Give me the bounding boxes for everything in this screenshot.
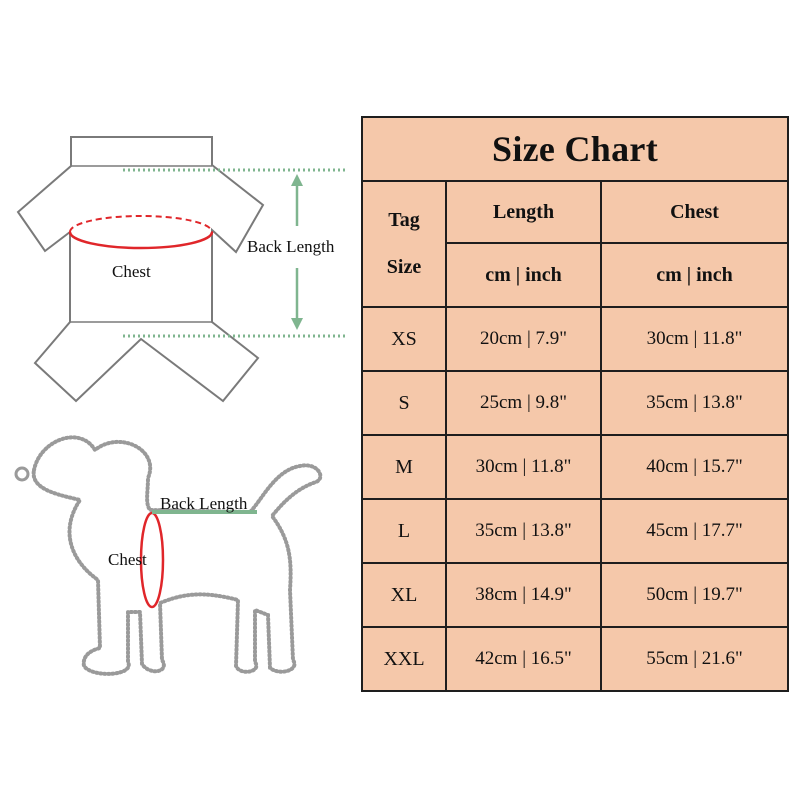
shirt-chest-label: Chest bbox=[112, 262, 151, 281]
length-cell: 38cm | 14.9" bbox=[446, 563, 601, 627]
chest-units-header: cm | inch bbox=[601, 243, 788, 307]
size-chart-title: Size Chart bbox=[362, 117, 788, 181]
length-cell: 42cm | 16.5" bbox=[446, 627, 601, 691]
size-chart-table bbox=[361, 116, 789, 692]
dog-illustration bbox=[16, 437, 320, 674]
size-cell: S bbox=[362, 371, 446, 435]
chest-cell: 55cm | 21.6" bbox=[601, 627, 788, 691]
table-row bbox=[362, 371, 788, 435]
title-row bbox=[362, 117, 788, 181]
tag-size-header bbox=[362, 181, 446, 307]
header-row bbox=[362, 181, 788, 243]
dog-nose-icon bbox=[16, 468, 28, 480]
table-row bbox=[362, 435, 788, 499]
chest-cell: 45cm | 17.7" bbox=[601, 499, 788, 563]
table-row bbox=[362, 499, 788, 563]
length-units-header: cm | inch bbox=[446, 243, 601, 307]
tag-header-line2: Size bbox=[386, 256, 422, 278]
dog-back-length-label: Back Length bbox=[160, 494, 248, 513]
chest-cell: 50cm | 19.7" bbox=[601, 563, 788, 627]
length-cell: 30cm | 11.8" bbox=[446, 435, 601, 499]
chest-cell: 30cm | 11.8" bbox=[601, 307, 788, 371]
table-row bbox=[362, 563, 788, 627]
size-cell: XL bbox=[362, 563, 446, 627]
shirt-back-length-label: Back Length bbox=[247, 237, 335, 256]
size-cell: M bbox=[362, 435, 446, 499]
dog-chest-label: Chest bbox=[108, 550, 147, 569]
table-row bbox=[362, 307, 788, 371]
size-cell: L bbox=[362, 499, 446, 563]
size-cell: XS bbox=[362, 307, 446, 371]
tag-header-line1: Tag bbox=[388, 209, 420, 231]
length-header: Length bbox=[446, 181, 601, 243]
chest-cell: 35cm | 13.8" bbox=[601, 371, 788, 435]
length-cell: 25cm | 9.8" bbox=[446, 371, 601, 435]
length-cell: 35cm | 13.8" bbox=[446, 499, 601, 563]
measurement-diagram bbox=[0, 0, 360, 800]
table-row bbox=[362, 627, 788, 691]
length-cell: 20cm | 7.9" bbox=[446, 307, 601, 371]
chest-cell: 40cm | 15.7" bbox=[601, 435, 788, 499]
chest-header: Chest bbox=[601, 181, 788, 243]
shirt-illustration bbox=[18, 137, 345, 401]
size-cell: XXL bbox=[362, 627, 446, 691]
